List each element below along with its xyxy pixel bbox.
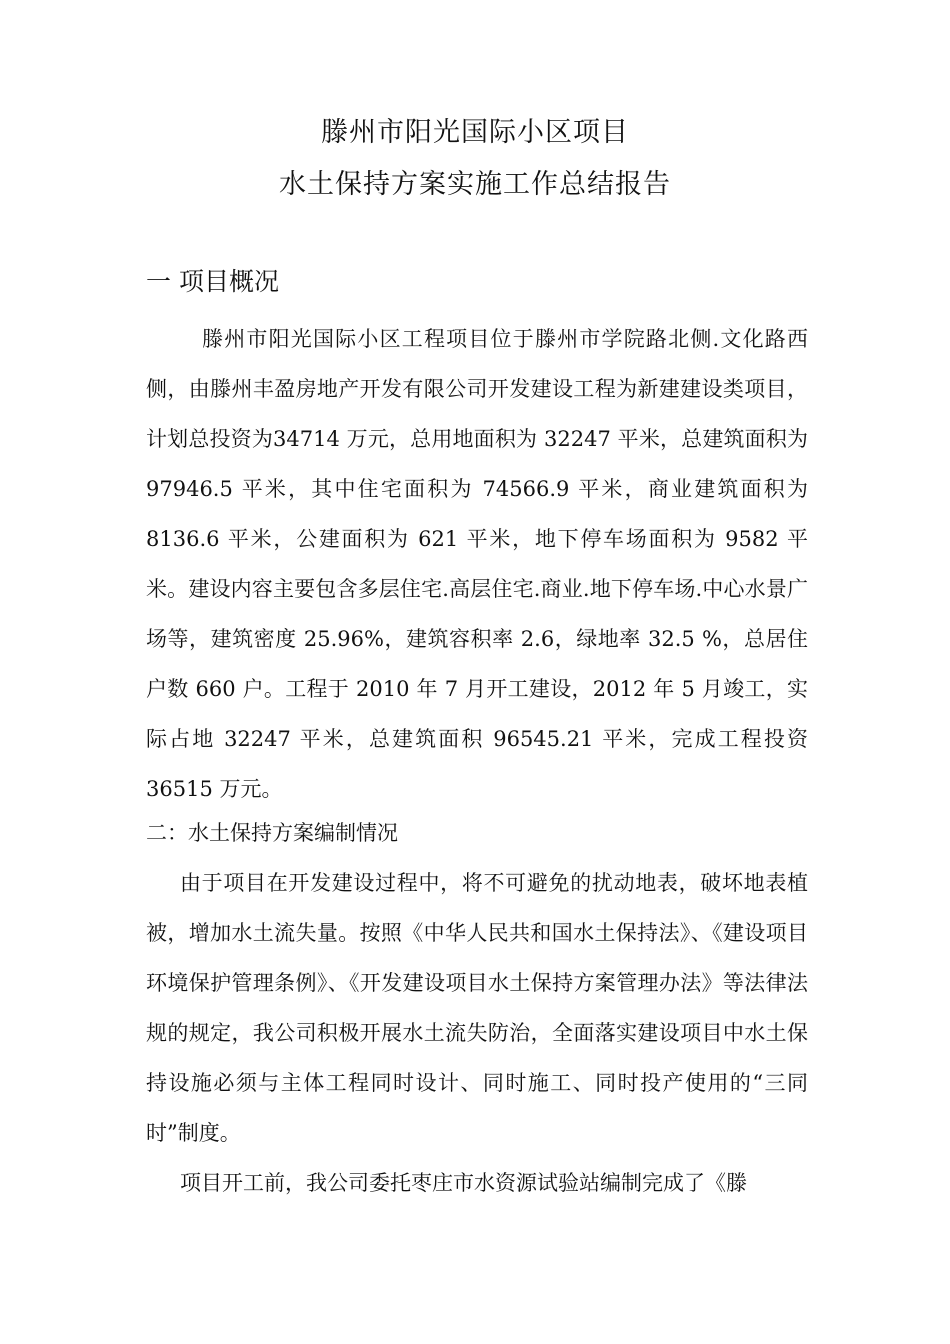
section2-paragraph2: 项目开工前，我公司委托枣庄市水资源试验站编制完成了《滕: [180, 1171, 747, 1195]
section2-heading: 二：水土保持方案编制情况: [146, 821, 398, 845]
section1-paragraph: 滕州市阳光国际小区工程项目位于滕州市学院路北侧.文化路西侧，由滕州丰盈房地产开发有限公司开发建设工程为新建建设类项目，计划总投资为34714 万元，总用地面积为 32247 平米，总建筑面积为 97946.5 平米，其中住宅面积为 74566.9 平米，商业建筑面积为 8136.6 平米，公建面积为 621 平米，地下停车场面积为 9582 平米。建设内容主要包含多层住宅.高层住宅.商业.地下停车场.中心水景广场等，建筑密度 25.96%，建筑容积率 2.6，绿地率 32.5 %，总居住户数 660 户。工程于 2010 年 7 月开工建设，2012 年 5 月竣工，实际占地 32247 平米，总建筑面积 96545.21 平米，完成工程投资 36515 万元。: [146, 327, 808, 801]
report-title-line1: 滕州市阳光国际小区项目: [321, 117, 629, 148]
section2-paragraph1: 由于项目在开发建设过程中，将不可避免的扰动地表，破坏地表植被，增加水土流失量。按照《中华人民共和国水土保持法》、《建设项目环境保护管理条例》、《开发建设项目水土保持方案管理办法》等法律法规的规定，我公司积极开展水土流失防治，全面落实建设项目中水土保持设施必须与主体工程同时设计、同时施工、同时投产使用的“三同时”制度。: [146, 871, 808, 1145]
report-title-line2: 水土保持方案实施工作总结报告: [279, 169, 671, 200]
section1-heading: 一 项目概况: [146, 267, 279, 296]
